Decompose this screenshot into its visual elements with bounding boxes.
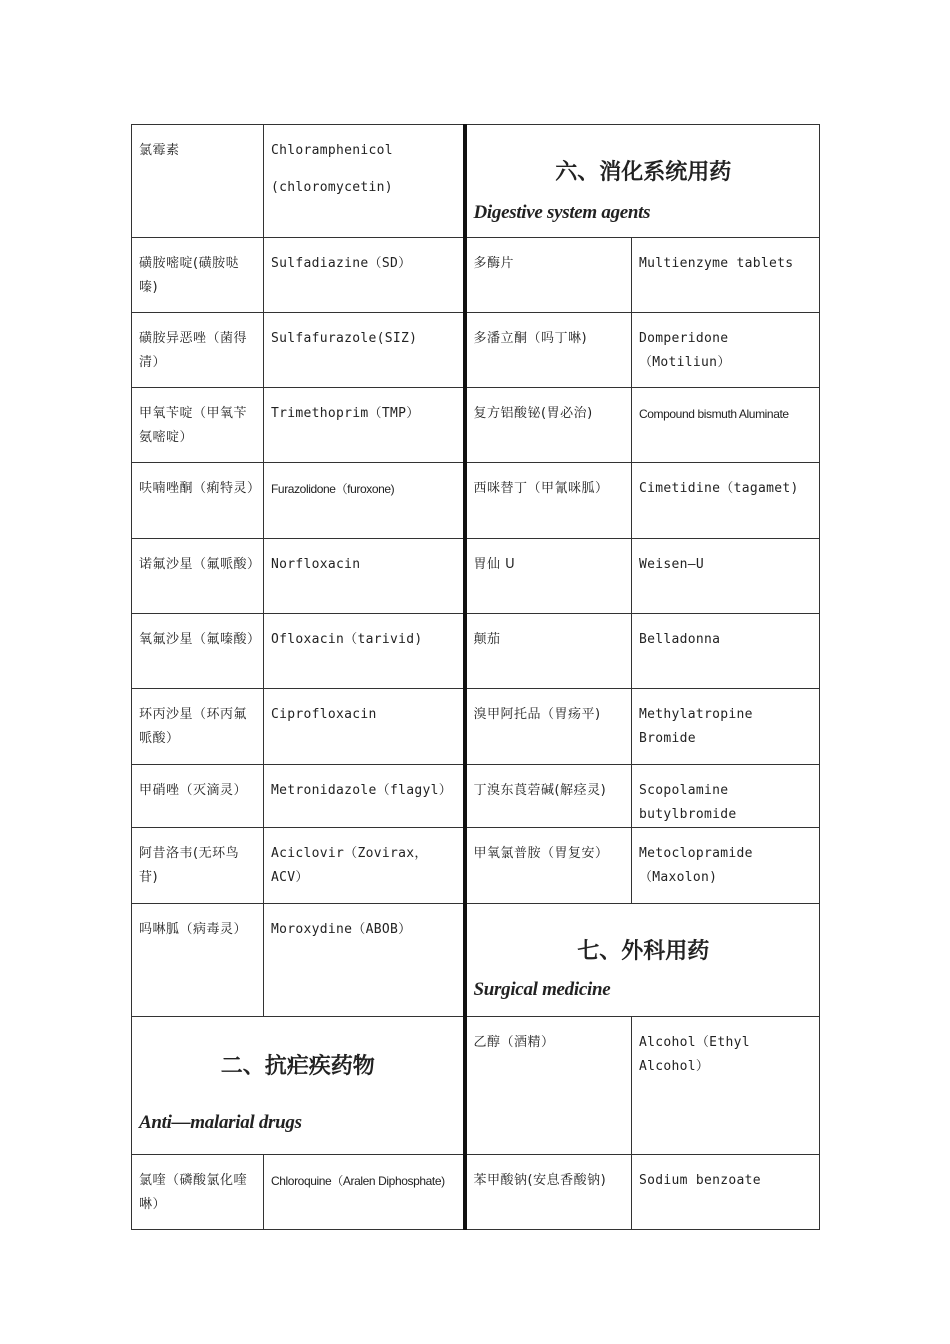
left-en-cell: Chloroquine（Aralen Diphosphate) bbox=[264, 1155, 465, 1230]
section-header-antimalarial bbox=[132, 1017, 465, 1155]
right-zh-cell: 胃仙 U bbox=[465, 539, 632, 614]
right-en-cell: Weisen—U bbox=[632, 539, 820, 614]
left-en-cell bbox=[264, 125, 465, 238]
section-subtitle: Anti—malarial drugs bbox=[139, 1112, 302, 1133]
right-zh-cell: 丁溴东莨菪碱(解痉灵) bbox=[465, 765, 632, 828]
table-row bbox=[132, 125, 820, 238]
left-en-cell: Moroxydine（ABOB） bbox=[264, 904, 465, 1017]
left-en-cell: Aciclovir（Zovirax，ACV） bbox=[264, 828, 465, 904]
left-zh-cell: 环丙沙星（环丙氟哌酸） bbox=[132, 689, 264, 765]
left-en-cell: Norfloxacin bbox=[264, 539, 465, 614]
left-zh-cell: 磺胺异恶唑（菌得清） bbox=[132, 313, 264, 388]
right-zh-cell: 复方铝酸铋(胃必治) bbox=[465, 388, 632, 463]
right-zh-cell: 溴甲阿托品（胃疡平) bbox=[465, 689, 632, 765]
right-zh-cell: 颠茄 bbox=[465, 614, 632, 689]
right-en-cell: Multienzyme tablets bbox=[632, 238, 820, 313]
right-zh-cell: 乙醇（酒精） bbox=[465, 1017, 632, 1155]
table-row bbox=[132, 689, 820, 765]
table-row bbox=[132, 238, 820, 313]
drug-name-table bbox=[131, 124, 820, 1230]
left-zh-cell: 氯霉素 bbox=[132, 125, 264, 238]
left-zh-cell: 氯喹（磷酸氯化喹啉） bbox=[132, 1155, 264, 1230]
table-row bbox=[132, 614, 820, 689]
right-en-cell: Methylatropine Bromide bbox=[632, 689, 820, 765]
right-en-cell: Belladonna bbox=[632, 614, 820, 689]
left-en-cell: Trimethoprim（TMP） bbox=[264, 388, 465, 463]
left-en-cell: Sulfafurazole(SIZ) bbox=[264, 313, 465, 388]
section-header-digestive bbox=[465, 125, 820, 238]
table-row bbox=[132, 539, 820, 614]
left-en-cell: Ofloxacin（tarivid) bbox=[264, 614, 465, 689]
section-header-surgical bbox=[465, 904, 820, 1017]
left-zh-cell: 诺氟沙星（氟哌酸） bbox=[132, 539, 264, 614]
left-zh-cell: 磺胺嘧啶(磺胺哒嗪) bbox=[132, 238, 264, 313]
left-zh-cell: 氧氟沙星（氟嗪酸） bbox=[132, 614, 264, 689]
right-zh-cell: 甲氧氯普胺（胃复安） bbox=[465, 828, 632, 904]
left-zh-cell: 阿昔洛韦(无环鸟苷) bbox=[132, 828, 264, 904]
table-row bbox=[132, 463, 820, 539]
left-en-cell: Ciprofloxacin bbox=[264, 689, 465, 765]
section-subtitle: Surgical medicine bbox=[473, 979, 611, 1000]
right-en-cell: Domperidone（Motiliun） bbox=[632, 313, 820, 388]
section-title: 七、外科用药 bbox=[577, 939, 710, 964]
left-zh-cell: 甲硝唑（灭滴灵） bbox=[132, 765, 264, 828]
left-zh-cell: 吗啉胍（病毒灵） bbox=[132, 904, 264, 1017]
left-en-cell: Metronidazole（flagyl） bbox=[264, 765, 465, 828]
table-row bbox=[132, 313, 820, 388]
right-en-cell: Metoclopramide（Maxolon) bbox=[632, 828, 820, 904]
right-en-cell: Sodium benzoate bbox=[632, 1155, 820, 1230]
table-row bbox=[132, 1017, 820, 1155]
table-row bbox=[132, 1155, 820, 1230]
table-row bbox=[132, 904, 820, 1017]
left-zh-cell: 甲氧苄啶（甲氧苄氨嘧啶） bbox=[132, 388, 264, 463]
right-zh-cell: 多潘立酮（吗丁啉) bbox=[465, 313, 632, 388]
right-en-cell: Compound bismuth Aluminate bbox=[632, 388, 820, 463]
right-zh-cell: 西咪替丁（甲氰咪胍） bbox=[465, 463, 632, 539]
table-row bbox=[132, 388, 820, 463]
left-en-line: Chloramphenicol bbox=[271, 143, 393, 158]
right-zh-cell: 苯甲酸钠(安息香酸钠) bbox=[465, 1155, 632, 1230]
right-en-cell: Scopolamine butylbromide bbox=[632, 765, 820, 828]
right-en-cell: Cimetidine（tagamet) bbox=[632, 463, 820, 539]
right-en-cell: Alcohol（Ethyl Alcohol） bbox=[632, 1017, 820, 1155]
left-en-cell: Furazolidone（furoxone) bbox=[264, 463, 465, 539]
right-zh-cell: 多酶片 bbox=[465, 238, 632, 313]
table-row bbox=[132, 828, 820, 904]
table-row bbox=[132, 765, 820, 828]
section-title: 二、抗疟疾药物 bbox=[220, 1054, 375, 1079]
left-en-cell: Sulfadiazine（SD） bbox=[264, 238, 465, 313]
left-zh-cell: 呋喃唑酮（痢特灵） bbox=[132, 463, 264, 539]
section-title: 六、消化系统用药 bbox=[555, 160, 732, 185]
section-subtitle: Digestive system agents bbox=[473, 202, 651, 223]
left-en-line: (chloromycetin) bbox=[271, 180, 393, 195]
